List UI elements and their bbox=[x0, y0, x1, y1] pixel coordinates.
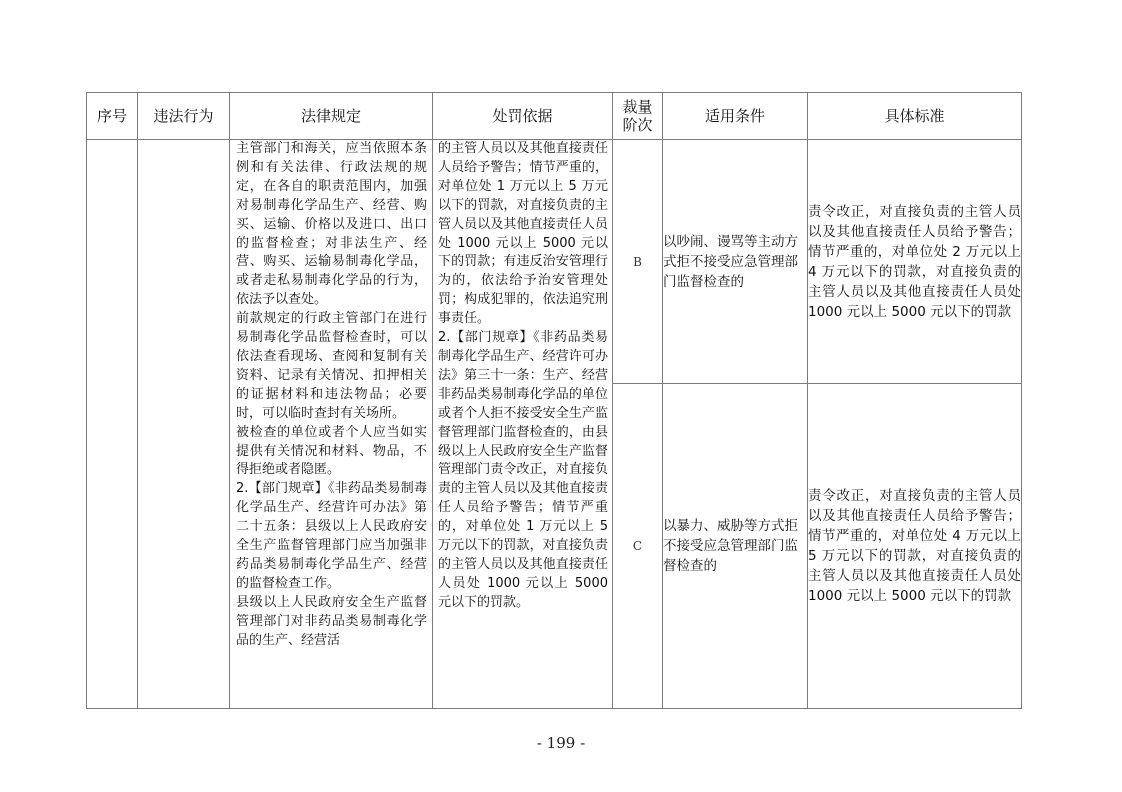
header-seq: 序号 bbox=[87, 93, 138, 140]
level-cell-b: B bbox=[613, 140, 663, 384]
header-level: 裁量阶次 bbox=[613, 93, 663, 140]
law-paragraph: 县级以上人民政府安全生产监督管理部门对非药品类易制毒化学品的生产、经营活 bbox=[236, 594, 427, 648]
basis-paragraph: 的主管人员以及其他直接责任人员给予警告；情节严重的，对单位处 1 万元以上 5 万元以下的罚款，对直接负责的主管人员以及其他直接责任人员处 1000 元以上 5000 元以下的罚款；有违反治安管理行为的，依法给予治安管理处罚；构成犯罪的，依法追究刑事责任。 bbox=[438, 141, 608, 327]
law-paragraph: 主管部门和海关，应当依照本条例和有关法律、行政法规的规定，在各自的职责范围内，加强对易制毒化学品生产、经营、购买、运输、价格以及进口、出口的监督检查；对非法生产、经营、购买、运输易制毒化学品，或者走私易制毒化学品的行为，依法予以查处。 bbox=[236, 141, 427, 308]
law-paragraph: 2.【部门规章】《非药品类易制毒化学品生产、经营许可办法》第二十五条：县级以上人民政府安全生产监督管理部门应当加强非药品类易制毒化学品生产、经营的监督检查工作。 bbox=[236, 481, 427, 591]
law-text bbox=[230, 140, 432, 708]
basis-paragraph: 2.【部门规章】《非药品类易制毒化学品生产、经营许可办法》第三十一条：生产、经营非药品类易制毒化学品的单位或者个人拒不接受安全生产监督管理部门监督检查的，由县级以上人民政府安全生产监督管理部门责令改正，对直接负责的主管人员以及其他直接责任人员给予警告；情节严重的，对单位处 1 万元以上 5 万元以下的罚款，对直接负责的主管人员以及其他直接责任人员处 1000 元以上 5000 元以下的罚款。 bbox=[438, 330, 608, 610]
basis-text bbox=[433, 140, 612, 708]
penalty-discretion-table bbox=[86, 92, 1022, 709]
seq-cell bbox=[87, 140, 138, 709]
header-basis: 处罚依据 bbox=[433, 93, 613, 140]
law-paragraph: 被检查的单位或者个人应当如实提供有关情况和材料、物品，不得拒绝或者隐匿。 bbox=[236, 424, 427, 478]
header-condition: 适用条件 bbox=[663, 93, 808, 140]
law-paragraph: 前款规定的行政主管部门在进行易制毒化学品监督检查时，可以依法查看现场、查阅和复制有关资料、记录有关情况、扣押相关的证据材料和违法物品；必要时，可以临时查封有关场所。 bbox=[236, 311, 427, 421]
header-violation: 违法行为 bbox=[138, 93, 230, 140]
header-law: 法律规定 bbox=[230, 93, 433, 140]
standard-cell-b: 责令改正，对直接负责的主管人员以及其他直接责任人员给予警告；情节严重的，对单位处 2 万元以上 4 万元以下的罚款，对直接负责的主管人员以及其他直接责任人员处 1000 元以上 5000 元以下的罚款 bbox=[808, 140, 1022, 384]
level-cell-c: C bbox=[613, 384, 663, 709]
condition-cell-c: 以暴力、威胁等方式拒不接受应急管理部门监督检查的 bbox=[663, 384, 808, 709]
header-standard: 具体标准 bbox=[808, 93, 1022, 140]
standard-cell-c: 责令改正，对直接负责的主管人员以及其他直接责任人员给予警告；情节严重的，对单位处 4 万元以上 5 万元以下的罚款，对直接负责的主管人员以及其他直接责任人员处 1000 元以上 5000 元以下的罚款 bbox=[808, 384, 1022, 709]
law-cell bbox=[230, 140, 433, 709]
table-row bbox=[87, 140, 1022, 384]
basis-cell bbox=[433, 140, 613, 709]
page-number: - 199 - bbox=[536, 734, 586, 752]
violation-cell bbox=[138, 140, 230, 709]
header-row bbox=[87, 93, 1022, 140]
condition-cell-b: 以吵闹、谩骂等主动方式拒不接受应急管理部门监督检查的 bbox=[663, 140, 808, 384]
